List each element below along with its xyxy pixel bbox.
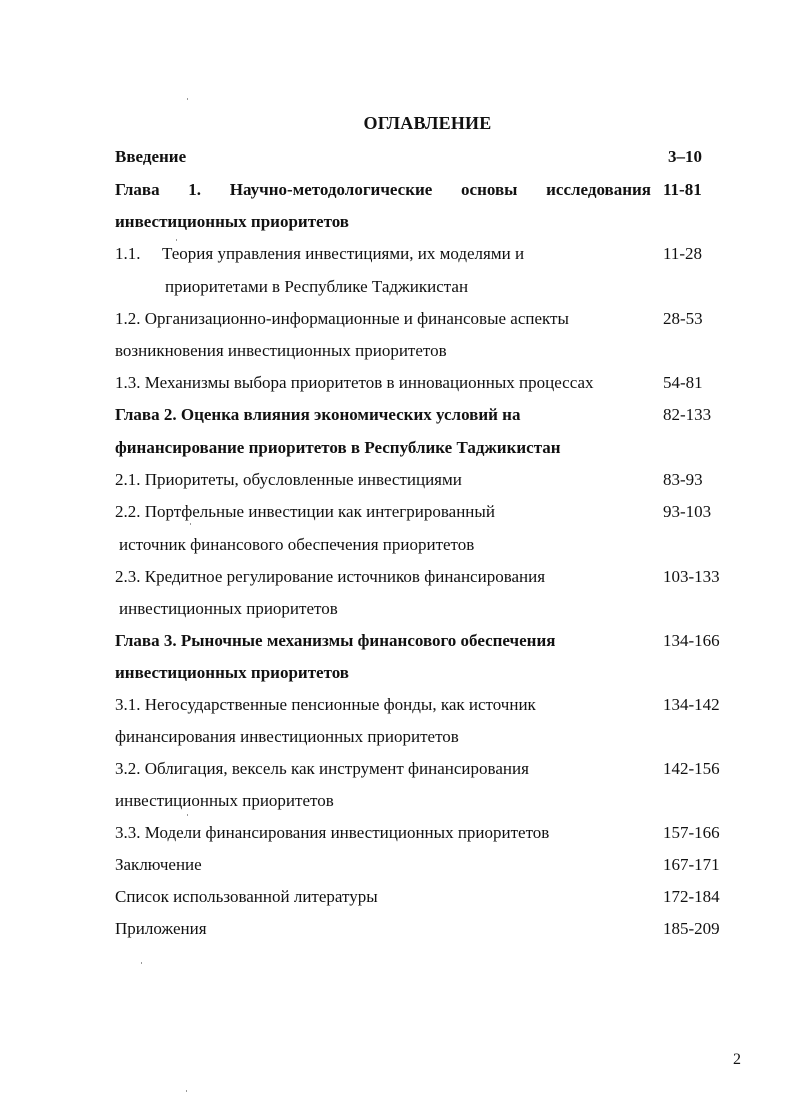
toc-entry-text: финансирование приоритетов в Республике Таджикистан: [115, 438, 561, 457]
toc-entry-text: 3.1. Негосударственные пенсионные фонды, как источник: [115, 695, 536, 714]
toc-entry-text: 1.2. Организационно-информационные и финансовые аспекты: [115, 309, 569, 328]
toc-entry-text: Глава 2. Оценка влияния экономических условий на: [115, 405, 521, 424]
toc-entry-text: Приложения: [115, 919, 207, 938]
scan-speck: [176, 239, 177, 241]
toc-entry-text: инвестиционных приоритетов: [115, 663, 349, 682]
toc-entry-text: 3.2. Облигация, вексель как инструмент финансирования: [115, 759, 529, 778]
toc-entry-text: 2.1. Приоритеты, обусловленные инвестициями: [115, 470, 462, 489]
toc-entry-text: источник финансового обеспечения приоритетов: [119, 535, 475, 554]
toc-entry-pages: 103-133: [663, 567, 720, 586]
toc-entry-text: 2.2. Портфельные инвестиции как интегрированный: [115, 502, 495, 521]
toc-entry-text: финансирования инвестиционных приоритетов: [115, 727, 459, 746]
toc-entry-pages: 54-81: [663, 373, 703, 392]
toc-entry-text: 2.3. Кредитное регулирование источников финансирования: [115, 567, 546, 586]
toc-entry-text: Введение: [115, 147, 187, 166]
toc-entry-text: Теория управления инвестициями, их моделями и: [162, 244, 525, 263]
toc-entry-pages: 157-166: [663, 823, 720, 842]
toc-entry-text: Список использованной литературы: [115, 887, 378, 906]
toc-entry-text: Заключение: [115, 855, 202, 874]
toc-entry-text: Глава 3. Рыночные механизмы финансового обеспечения: [115, 631, 556, 650]
scan-speck: [186, 1090, 187, 1092]
scan-speck: [187, 814, 188, 816]
toc-entry-text: 1.3. Механизмы выбора приоритетов в инновационных процессах: [115, 373, 594, 392]
toc-entry-pages: 82-133: [663, 405, 712, 424]
page-number: 2: [733, 1051, 741, 1068]
toc-entry-pages: 11-28: [663, 244, 703, 263]
toc-entry-text: инвестиционных приоритетов: [115, 791, 334, 810]
toc-entry-pages: 172-184: [663, 887, 720, 906]
toc-entry-pages: 3–10: [668, 147, 702, 166]
toc-entry-number: 1.1.: [115, 244, 141, 263]
toc-entry-text: Глава 1. Научно-методологические основы исследования: [115, 180, 651, 199]
toc-entry-text: приоритетами в Республике Таджикистан: [165, 277, 469, 296]
toc-entry-text: инвестиционных приоритетов: [119, 599, 338, 618]
scan-speck: [190, 523, 191, 525]
scan-speck: [187, 98, 188, 100]
toc-entry-pages: 167-171: [663, 855, 720, 874]
toc-entry-pages: 11-81: [663, 180, 702, 199]
toc-entry-pages: 134-142: [663, 695, 720, 714]
toc-entry-text: 3.3. Модели финансирования инвестиционных приоритетов: [115, 823, 550, 842]
toc-entry-pages: 185-209: [663, 919, 720, 938]
toc-entry-pages: 93-103: [663, 502, 712, 521]
toc-entry-text: инвестиционных приоритетов: [115, 212, 349, 231]
toc-title: ОГЛАВЛЕНИЕ: [363, 113, 492, 133]
toc-entry-pages: 83-93: [663, 470, 703, 489]
toc-entry-pages: 134-166: [663, 631, 720, 650]
toc-entry-pages: 28-53: [663, 309, 703, 328]
scan-speck: [141, 962, 142, 964]
toc-entry-text: возникновения инвестиционных приоритетов: [115, 341, 447, 360]
toc-entry-pages: 142-156: [663, 759, 720, 778]
